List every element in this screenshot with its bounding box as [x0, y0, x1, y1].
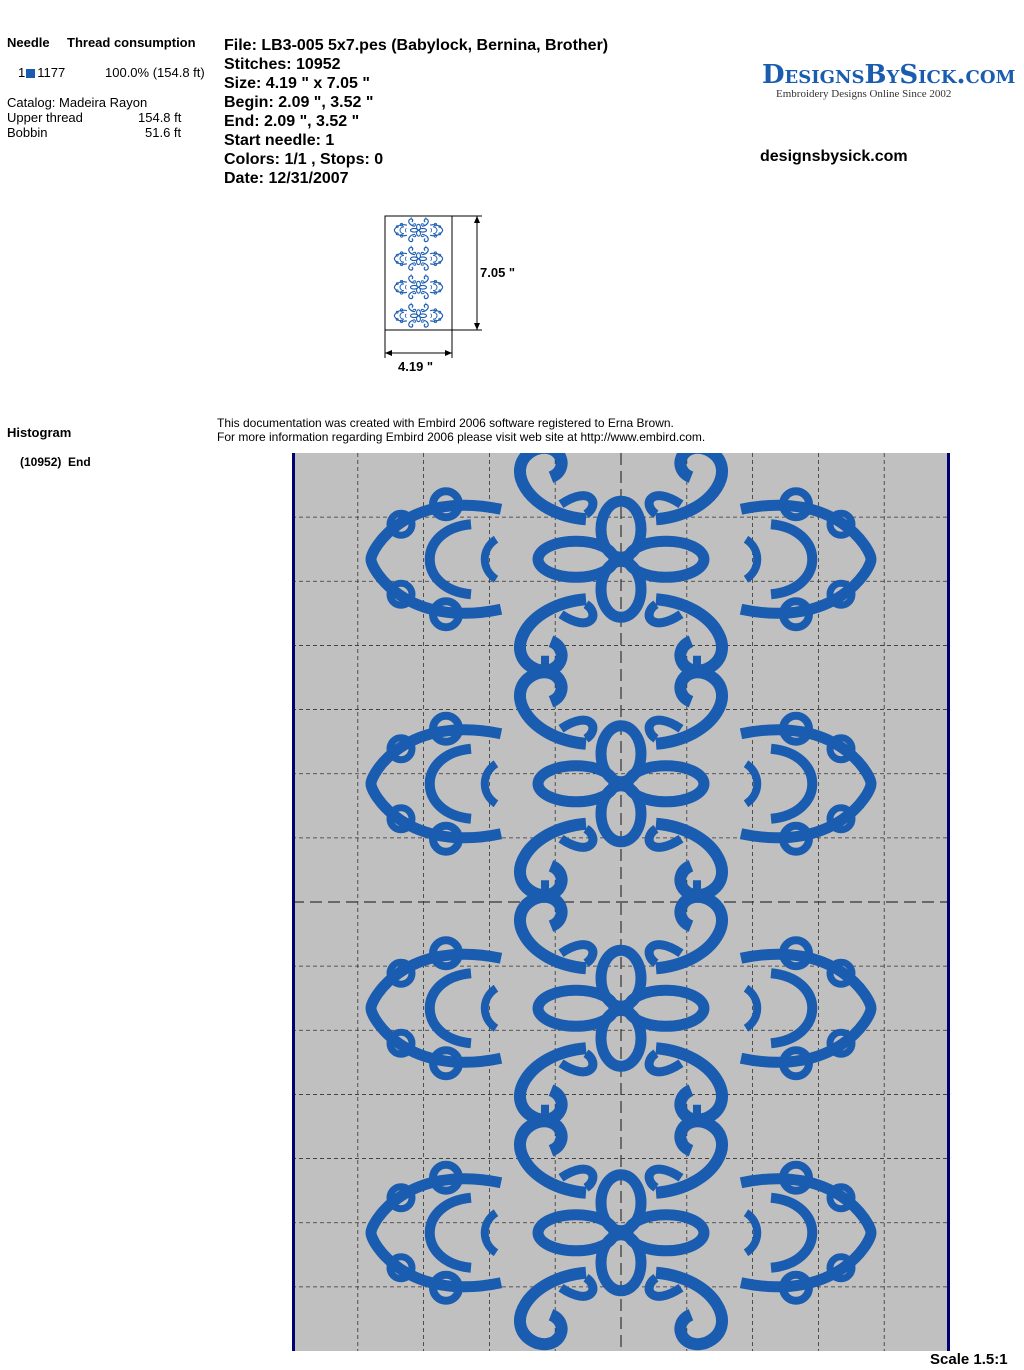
upper-thread-value: 154.8 ft	[138, 110, 182, 125]
thread-amount: 100.0% (154.8 ft)	[105, 65, 205, 80]
width-dimension-label: 4.19 "	[398, 359, 434, 374]
thumbnail-frame	[385, 216, 452, 330]
thread-swatch	[26, 69, 35, 78]
frame-left-edge	[292, 453, 295, 1351]
stitches-info: Stitches: 10952	[224, 56, 341, 73]
needle-row	[18, 65, 65, 80]
software-note-line2: For more information regarding Embird 2006 please visit web site at http://www.embird.com.	[217, 430, 706, 444]
bobbin-value: 51.6 ft	[145, 125, 182, 140]
histogram-count: (10952)	[20, 455, 62, 469]
date-info: Date: 12/31/2007	[224, 170, 349, 187]
frame-right-edge	[947, 453, 950, 1351]
scale-label: Scale 1.5:1	[930, 1351, 1008, 1368]
histogram-label: Histogram	[7, 425, 72, 440]
thread-consumption-header: Thread consumption	[67, 35, 196, 50]
upper-thread-label: Upper thread	[7, 110, 83, 125]
height-dimension-label: 7.05 "	[480, 265, 516, 280]
site-link[interactable]: designsbysick.com	[760, 148, 908, 165]
catalog-label: Catalog: Madeira Rayon	[7, 95, 148, 110]
start-needle-info: Start needle: 1	[224, 132, 335, 149]
needle-number: 1	[18, 65, 26, 80]
needle-header: Needle	[7, 35, 50, 50]
software-note-line1: This documentation was created with Embird 2006 software registered to Erna Brown.	[217, 416, 674, 430]
size-info: Size: 4.19 " x 7.05 "	[224, 75, 370, 92]
design-thumbnail	[378, 210, 528, 375]
file-info: File: LB3-005 5x7.pes (Babylock, Bernina, Brother)	[224, 37, 609, 54]
bobbin-label: Bobbin	[7, 125, 48, 140]
brand-logo: DesignsBySick.com	[762, 60, 1016, 90]
colors-stops-info: Colors: 1/1 , Stops: 0	[224, 151, 384, 168]
brand-tagline: Embroidery Designs Online Since 2002	[776, 88, 952, 100]
histogram-end: End	[68, 455, 91, 469]
embroidery-preview	[292, 453, 950, 1351]
thread-code: 1177	[37, 65, 66, 80]
end-info: End: 2.09 ", 3.52 "	[224, 113, 360, 130]
histogram-entry	[20, 455, 91, 469]
begin-info: Begin: 2.09 ", 3.52 "	[224, 94, 374, 111]
